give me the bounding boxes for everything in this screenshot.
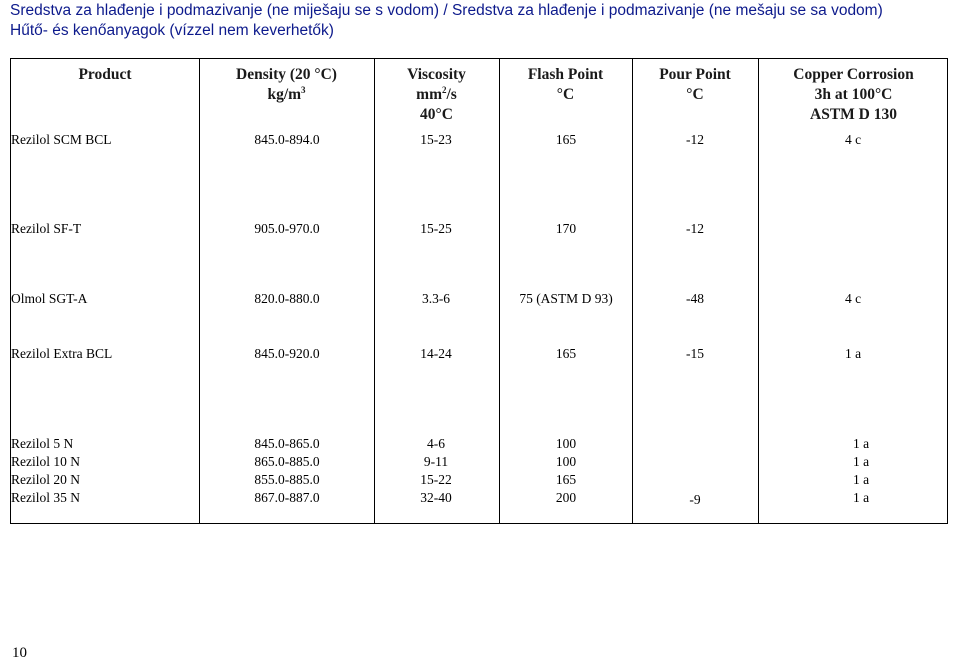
table-cell-flash-point: 100 [555,454,577,469]
table-row-product: Rezilol SCM BCL [11,132,112,147]
table-cell-copper-corrosion: 1 a [852,472,870,487]
column-divider [632,59,633,523]
table-cell-copper-corrosion: 1 a [852,490,870,505]
table-cell-pour-point: -48 [686,291,704,306]
table-row-product: Rezilol SF-T [11,221,82,236]
table-cell-flash-point: 200 [555,490,577,505]
table-cell-viscosity: 15-22 [420,472,452,487]
table-cell-viscosity: 15-23 [420,132,452,147]
table-row-product: Rezilol 5 N [11,436,74,451]
table-cell-copper-corrosion: 1 a [844,346,862,361]
table-cell-viscosity: 4-6 [427,436,445,451]
table-cell-density: 845.0-894.0 [254,132,320,147]
table-cell-flash-point: 100 [555,436,577,451]
table-cell-copper-corrosion: 4 c [844,291,862,306]
table-cell-density: 905.0-970.0 [254,221,320,236]
table-cell-viscosity: 3.3-6 [421,291,451,306]
table-row-product: Rezilol 20 N [11,472,80,487]
table-cell-density: 855.0-885.0 [254,472,320,487]
table-row-product: Olmol SGT-A [11,291,88,306]
table-cell-flash-point: 165 [555,472,577,487]
table-cell-pour-point: -9 [689,492,701,507]
table-row-product: Rezilol Extra BCL [11,346,113,361]
table-cell-viscosity: 9-11 [423,454,449,469]
column-divider [199,59,200,523]
table-cell-pour-point: -15 [686,346,704,361]
table-cell-viscosity: 32-40 [420,490,452,505]
column-divider [499,59,500,523]
table-cell-flash-point: 165 [555,346,577,361]
product-table [10,58,948,524]
table-cell-copper-corrosion: 4 c [844,132,862,147]
table-cell-flash-point: 75 (ASTM D 93) [519,291,613,306]
table-cell-viscosity: 14-24 [420,346,452,361]
header-density: Density (20 °C) $kg/m^3$ [236,66,337,103]
column-divider [374,59,375,523]
header-pour-point: Pour Point °C [659,66,731,103]
table-row-product: Rezilol 10 N [11,454,80,469]
table-cell-copper-corrosion: 1 a [852,454,870,469]
table-cell-flash-point: 170 [555,221,577,236]
header-product: Product [78,66,132,83]
table-cell-pour-point: -12 [686,132,704,147]
table-row-product: Rezilol 35 N [11,490,80,505]
table-cell-copper-corrosion: 1 a [852,436,870,451]
column-divider [758,59,759,523]
document-subtitle: Hűtő- és kenőanyagok (vízzel nem keverhetők) [10,22,334,39]
table-cell-density: 845.0-920.0 [254,346,320,361]
table-cell-pour-point: -12 [686,221,704,236]
table-cell-viscosity: 15-25 [420,221,452,236]
table-cell-density: 845.0-865.0 [254,436,320,451]
header-copper-corrosion: Copper Corrosion 3h at 100°C ASTM D 130 [793,66,914,123]
table-cell-density: 867.0-887.0 [254,490,320,505]
page-number: 10 [12,645,27,661]
table-cell-flash-point: 165 [555,132,577,147]
header-flash-point: Flash Point °C [527,66,604,103]
table-cell-density: 820.0-880.0 [254,291,320,306]
table-cell-density: 865.0-885.0 [254,454,320,469]
header-viscosity: Viscosity $mm^2/s$ 40°C [407,66,466,123]
document-title: Sredstva za hlađenje i podmazivanje (ne miješaju se s vodom) / Sredstva za hlađenje i podmazivanje (ne mešaju se sa vodom) [10,2,883,19]
